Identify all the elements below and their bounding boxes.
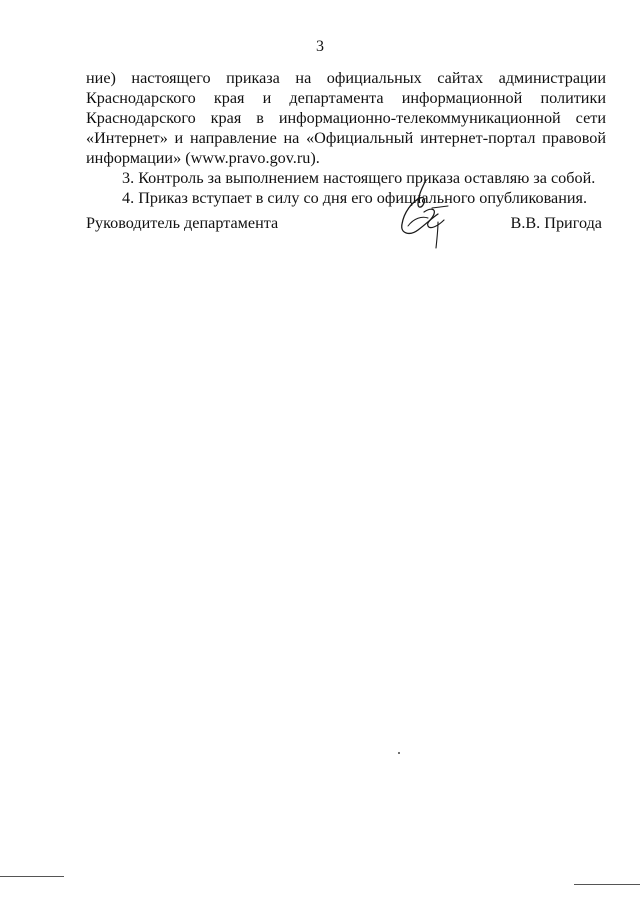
- signer-position: Руководитель департамента: [86, 214, 279, 232]
- continued-paragraph: ние) настоящего приказа на официальных сайтах администрации Краснодарского края и департамента информационной политики Краснодарского края в информационно-телекоммуникационной сети «Интернет» и направление на «Официальный интернет-портал правовой информации» (www.pravo.gov.ru).: [86, 69, 606, 167]
- clause-3: 3. Контроль за выполнением настоящего приказа оставляю за собой.: [122, 169, 596, 187]
- handwritten-signature: [388, 178, 458, 254]
- document-body: [86, 68, 606, 208]
- signature-block: [86, 210, 602, 250]
- scan-artifact-line-right: [574, 884, 640, 885]
- clause-4: 4. Приказ вступает в силу со дня его официального опубликования.: [122, 189, 588, 207]
- scan-artifact-line-left: [0, 876, 64, 877]
- page-number: 3: [316, 38, 324, 55]
- signer-name: В.В. Пригода: [510, 214, 602, 232]
- scan-artifact-dot: [398, 752, 400, 754]
